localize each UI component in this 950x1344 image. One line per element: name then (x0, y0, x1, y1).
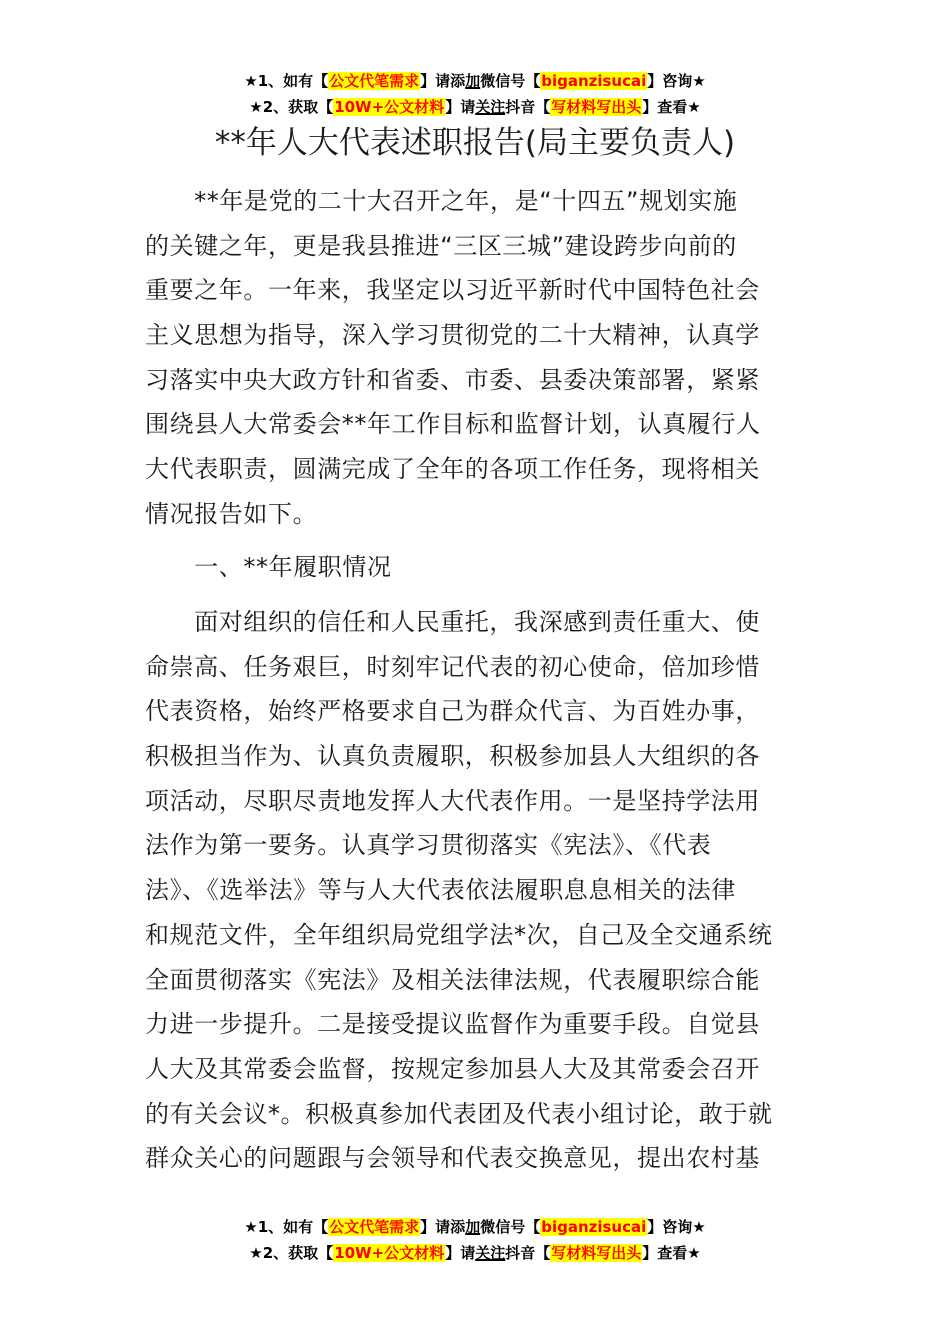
banner-text: ★2、获取【 (249, 1244, 334, 1262)
text-line: 代表资格，始终严格要求自己为群众代言、为百姓办事， (145, 697, 760, 726)
text-line: 大代表职责，圆满完成了全年的各项工作任务，现将相关 (145, 455, 760, 484)
highlight-wechat-id: biganzisucai (541, 1218, 647, 1236)
banner-line-1 (0, 1214, 950, 1240)
banner-text: 】查看★ (642, 1244, 701, 1262)
text-line: 积极担当作为、认真负责履职，积极参加县人大组织的各 (145, 742, 760, 771)
highlight-materials: 10W+公文材料 (334, 98, 445, 116)
footer-banner (0, 1214, 950, 1266)
text-line: 法作为第一要务。认真学习贯彻落实《宪法》、《代表 (145, 831, 712, 860)
header-banner (0, 68, 950, 120)
highlight-service: 公文代笔需求 (329, 1218, 420, 1236)
banner-text: 】请添 (420, 72, 466, 90)
banner-underlined-text: 加 (465, 1218, 481, 1236)
banner-text: 】请 (445, 98, 476, 116)
section-heading (145, 545, 810, 590)
highlight-wechat-id: biganzisucai (541, 72, 647, 90)
banner-underlined-text: 加 (465, 72, 481, 90)
banner-line-1 (0, 68, 950, 94)
text-line: 情况报告如下。 (145, 499, 318, 528)
highlight-douyin-account: 写材料写出头 (551, 1244, 642, 1262)
text-line: 的有关会议*。积极真参加代表团及代表小组讨论，敢于就 (145, 1099, 773, 1128)
banner-text: 微信号【 (480, 72, 541, 90)
text-line: 重要之年。一年来，我坚定以习近平新时代中国特色社会 (145, 276, 760, 305)
highlight-service: 公文代笔需求 (329, 72, 420, 90)
banner-text: 】请 (445, 1244, 476, 1262)
banner-text: 抖音【 (505, 1244, 551, 1262)
text-line: 围绕县人大常委会**年工作目标和监督计划，认真履行人 (145, 410, 761, 439)
banner-text: 抖音【 (505, 98, 551, 116)
banner-text: 微信号【 (480, 1218, 541, 1236)
banner-text: ★2、获取【 (249, 98, 334, 116)
text-line: 项活动，尽职尽责地发挥人大代表作用。一是坚持学法用 (145, 786, 760, 815)
text-line: 面对组织的信任和人民重托，我深感到责任重大、使 (145, 608, 760, 636)
banner-line-2 (0, 94, 950, 120)
text-line: 群众关心的问题跟与会领导和代表交换意见，提出农村基 (145, 1144, 760, 1173)
banner-text: 】咨询★ (647, 1218, 706, 1236)
banner-text: 】咨询★ (647, 72, 706, 90)
banner-text: ★1、如有【 (244, 72, 329, 90)
text-line: 全面贯彻落实《宪法》及相关法律法规，代表履职综合能 (145, 965, 760, 994)
text-line: 的关键之年，更是我县推进“三区三城”建设跨步向前的 (145, 231, 737, 260)
heading-text: 一、**年履职情况 (145, 553, 392, 581)
banner-text: 】查看★ (642, 98, 701, 116)
highlight-materials: 10W+公文材料 (334, 1244, 445, 1262)
text-line: 力进一步提升。二是接受提议监督作为重要手段。自觉县 (145, 1010, 760, 1039)
banner-line-2 (0, 1240, 950, 1266)
paragraph-intro (145, 179, 810, 537)
document-title: **年人大代表述职报告(局主要负责人) (214, 125, 736, 161)
text-line: 人大及其常委会监督，按规定参加县人大及其常委会召开 (145, 1054, 760, 1083)
text-line: 和规范文件，全年组织局党组学法*次，自己及全交通系统 (145, 920, 773, 949)
text-line: **年是党的二十大召开之年，是“十四五”规划实施 (145, 187, 738, 215)
text-line: 主义思想为指导，深入学习贯彻党的二十大精神，认真学 (145, 321, 760, 350)
banner-text: 】请添 (420, 1218, 466, 1236)
banner-text: ★1、如有【 (244, 1218, 329, 1236)
banner-underlined-text: 关注 (475, 1244, 506, 1262)
text-line: 法》、《选举法》等与人大代表依法履职息息相关的法律 (145, 876, 736, 905)
paragraph-performance (145, 600, 810, 1181)
text-line: 习落实中央大政方针和省委、市委、县委决策部署，紧紧 (145, 365, 760, 394)
banner-underlined-text: 关注 (475, 98, 506, 116)
text-line: 命崇高、任务艰巨，时刻牢记代表的初心使命，倍加珍惜 (145, 652, 760, 681)
highlight-douyin-account: 写材料写出头 (551, 98, 642, 116)
